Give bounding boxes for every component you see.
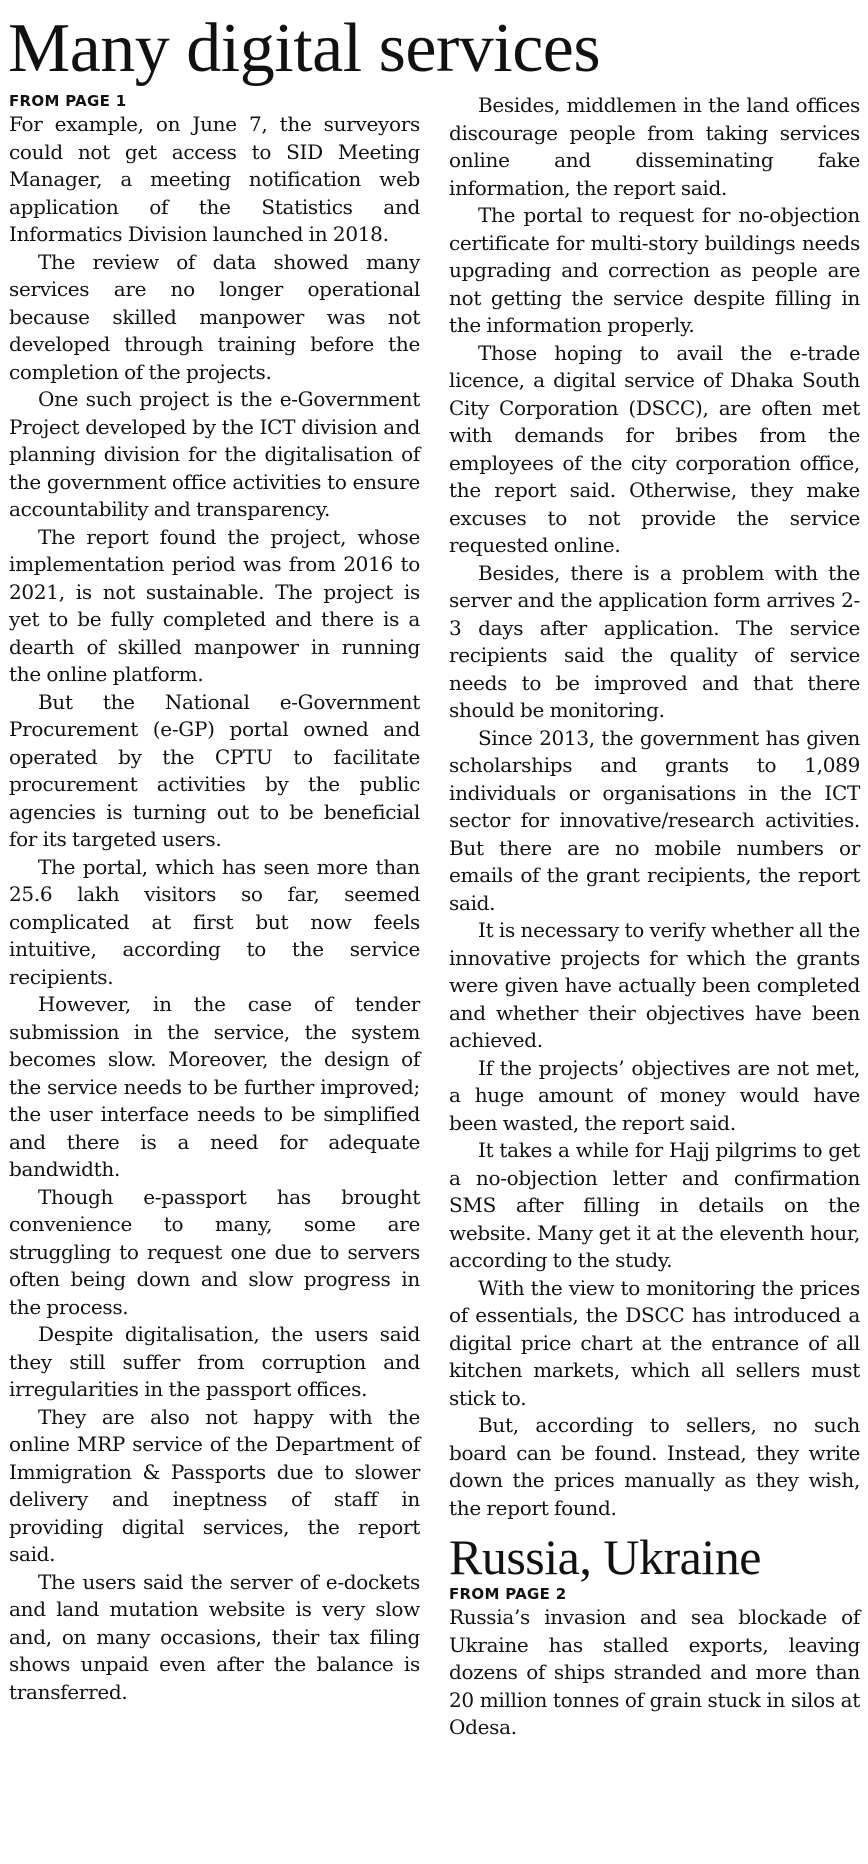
- article-paragraph: Since 2013, the government has given scholarships and grants to 1,089 individuals or organisations in the ICT sector for innovative/research activities. But there are no mobile numbers or emails of the grant recipients, the report said.: [449, 725, 860, 915]
- article-paragraph: Besides, middlemen in the land offices discourage people from taking services online and disseminating fake information, the report said.: [449, 93, 860, 200]
- article-paragraph: However, in the case of tender submission in the service, the system becomes slow. Moreover, the design of the service needs to be further improved; the user interface needs to be simplified and there is a need for adequate bandwidth.: [9, 992, 420, 1181]
- article-paragraph: The portal, which has seen more than 25.6 lakh visitors so far, seemed complicated at first but now feels intuitive, according to the service recipients.: [9, 854, 420, 989]
- next-article-paragraph: Russia’s invasion and sea blockade of Ukraine has stalled exports, leaving dozens of ships stranded and more than 20 million tonnes of grain stuck in silos at Odesa.: [449, 1605, 860, 1739]
- article-paragraph: The users said the server of e-dockets and land mutation website is very slow and, on many occasions, their tax filing shows unpaid even after the balance is transferred.: [9, 1569, 420, 1704]
- article-paragraph: But the National e-Government Procurement (e-GP) portal owned and operated by the CPTU to facilitate procurement activities by the public agencies is turning out to be beneficial for its targeted users.: [9, 689, 420, 851]
- article-paragraph: If the projects’ objectives are not met, a huge amount of money would have been wasted, the report said.: [449, 1055, 860, 1135]
- article-paragraph: They are also not happy with the online MRP service of the Department of Immigration & Passports due to slower delivery and ineptness of staff in providing digital services, the report said.: [9, 1404, 420, 1566]
- article-paragraph: Besides, there is a problem with the server and the application form arrives 2-3 days after application. The service recipients said the quality of service needs to be improved and that there should be monitoring.: [449, 560, 860, 722]
- article-headline: Many digital services: [8, 10, 601, 87]
- article-paragraph: Though e-passport has brought convenience to many, some are struggling to request one due to servers often being down and slow progress in the process.: [9, 1184, 420, 1319]
- next-article-headline: Russia, Ukraine: [449, 1529, 761, 1585]
- article-paragraph: Those hoping to avail the e-trade licence, a digital service of Dhaka South City Corporation (DSCC), are often met with demands for bribes from the employees of the city corporation office, the report said. Otherwise, they make excuses to not provide the service requested online.: [449, 340, 860, 557]
- next-article-kicker: FROM PAGE 2: [449, 1585, 567, 1603]
- article-paragraph: The report found the project, whose implementation period was from 2016 to 2021, is not sustainable. The project is yet to be fully completed and there is a dearth of skilled manpower in running the online platform.: [9, 524, 420, 686]
- article-paragraph: It is necessary to verify whether all the innovative projects for which the grants were given have actually been completed and whether their objectives have been achieved.: [449, 918, 860, 1052]
- article-paragraph: But, according to sellers, no such board can be found. Instead, they write down the prices manually as they wish, the report found.: [449, 1413, 860, 1520]
- article-paragraph: One such project is the e-Government Project developed by the ICT division and planning division for the digitalisation of the government office activities to ensure accountability and transparency.: [9, 387, 420, 521]
- article-column-left: [9, 92, 420, 1706]
- article-paragraph: It takes a while for Hajj pilgrims to get a no-objection letter and confirmation SMS after filling in details on the website. Many get it at the eleventh hour, according to the study.: [449, 1138, 860, 1272]
- article-kicker: FROM PAGE 1: [9, 92, 127, 110]
- article-column-right: [449, 92, 860, 1742]
- article-paragraph: Despite digitalisation, the users said they still suffer from corruption and irregularities in the passport offices.: [9, 1322, 420, 1401]
- article-paragraph: With the view to monitoring the prices of essentials, the DSCC has introduced a digital price chart at the entrance of all kitchen markets, which all sellers must stick to.: [449, 1275, 860, 1410]
- article-paragraph: The review of data showed many services are no longer operational because skilled manpower was not developed through training before the completion of the projects.: [9, 249, 420, 384]
- article-paragraph: The portal to request for no-objection certificate for multi-story buildings needs upgrading and correction as people are not getting the service despite filling in the information properly.: [449, 203, 860, 337]
- article-paragraph: For example, on June 7, the surveyors could not get access to SID Meeting Manager, a meeting notification web application of the Statistics and Informatics Division launched in 2018.: [9, 112, 420, 246]
